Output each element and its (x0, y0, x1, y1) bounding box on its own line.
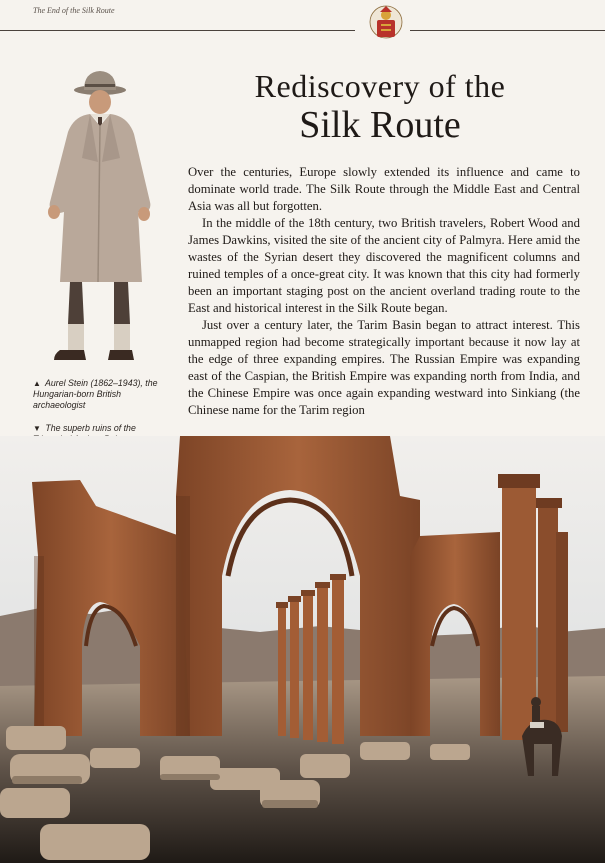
portrait-photo (38, 62, 160, 372)
paragraph-2: In the middle of the 18th century, two British travelers, Robert Wood and James Dawkins, visited the site of the ancient city of Palmyra. Here amid the wastes of the Syrian desert they discovered the magnificent columns and ruined temples of a once-great city. It was known that this city had formerly been an important staging post on the ancient overland trading route to the East and historical interest in the Silk Route began. (188, 216, 580, 315)
title-line-1: Rediscovery of the (254, 68, 506, 104)
portrait-caption-text: Aurel Stein (1862–1943), the Hungarian-born British archaeologist (33, 378, 158, 410)
caption-down-triangle-icon: ▼ (33, 424, 41, 433)
palmyra-arch-photo (0, 436, 605, 863)
arch-caption-text: The superb ruins of the (45, 423, 136, 433)
caption-up-triangle-icon: ▲ (33, 379, 41, 388)
title-line-2: Silk Route (299, 104, 461, 146)
running-head: The End of the Silk Route (33, 6, 115, 15)
header-rule-left (0, 30, 355, 31)
paragraph-3: Just over a century later, the Tarim Basin began to attract interest. This unmapped region had become strategically important because it now lay at the edge of three expanding empires. The Russian Empire was expanding east of the Caspian, the British Empire was expanding north from India, and the Chinese Empire was once again expanding westward into Sinkiang (the Chinese name for the Tarim region (188, 318, 580, 417)
paragraph-1: Over the centuries, Europe slowly extended its influence and came to dominate world trade. The Silk Route through the Middle East and Central Asia was all but forgotten. (188, 165, 580, 213)
silk-route-emblem-icon (369, 2, 403, 42)
header-rule-right (410, 30, 605, 31)
page-title (200, 70, 560, 144)
body-text (188, 164, 580, 419)
portrait-caption (33, 378, 163, 411)
